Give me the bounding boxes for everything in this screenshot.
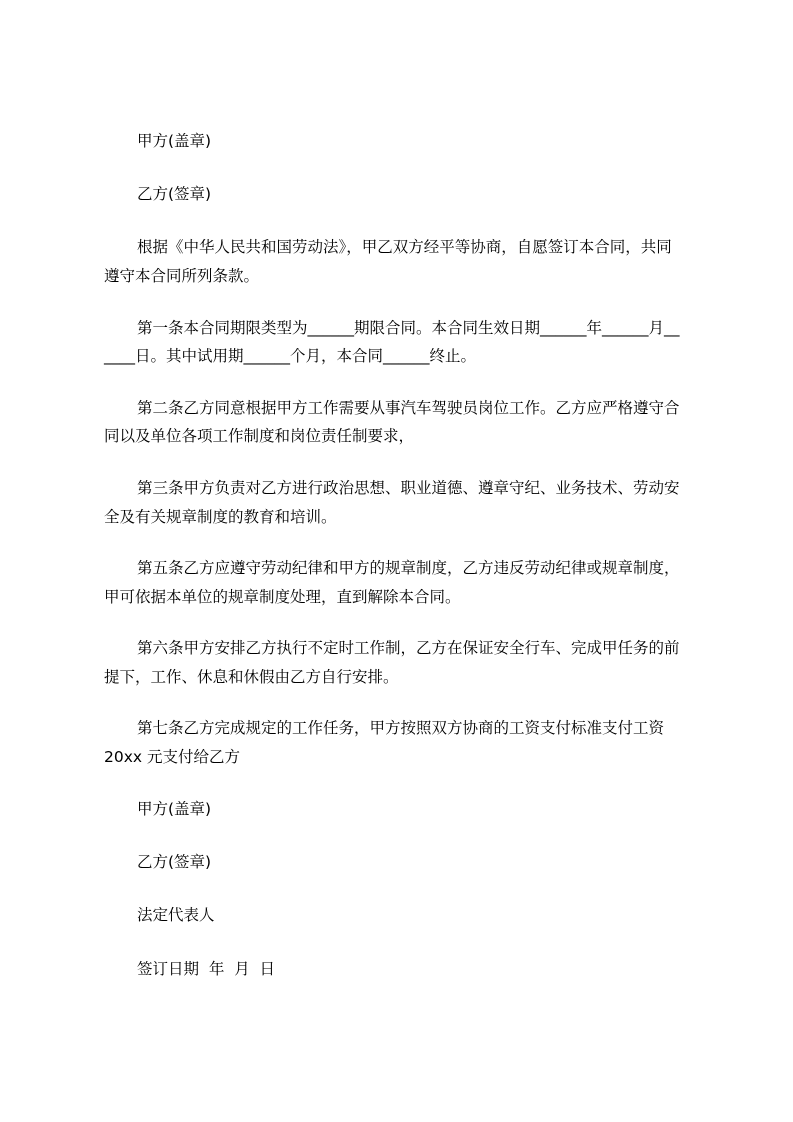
- preamble-line-2: 遵守本合同所列条款。: [104, 267, 260, 285]
- article-1-line-1: 第一条本合同期限类型为______期限合同。本合同生效日期______年______月__: [137, 319, 680, 337]
- article-7-line-2: 20xx 元支付给乙方: [104, 748, 240, 766]
- signing-date-label: 签订日期 年 月 日: [137, 960, 276, 978]
- preamble-line-1: [137, 237, 693, 257]
- article-3-line-1: 第三条甲方负责对乙方进行政治思想、职业道德、遵章守纪、业务技术、劳动安: [137, 479, 680, 497]
- party-a-stamp-label: 甲方(盖章): [137, 132, 212, 150]
- article-5-line-1: 第五条乙方应遵守劳动纪律和甲方的规章制度，乙方违反劳动纪律或规章制度，: [137, 559, 680, 577]
- article-5-line-2: 甲可依据本单位的规章制度处理，直到解除本合同。: [104, 588, 461, 606]
- party-b-sign-label-bottom: 乙方(签章): [137, 853, 212, 871]
- article-7-line-1: 第七条乙方完成规定的工作任务，甲方按照双方协商的工资支付标准支付工资: [137, 719, 665, 737]
- article-6-line-1: 第六条甲方安排乙方执行不定时工作制，乙方在保证安全行车、完成甲任务的前: [137, 639, 680, 657]
- party-a-stamp-label-bottom: 甲方(盖章): [137, 800, 212, 818]
- legal-representative-label: 法定代表人: [137, 906, 215, 924]
- article-6-line-2: 提下，工作、休息和休假由乙方自行安排。: [104, 668, 399, 686]
- article-2-line-1: 第二条乙方同意根据甲方工作需要从事汽车驾驶员岗位工作。乙方应严格遵守合: [137, 399, 680, 417]
- article-3-line-2: 全及有关规章制度的教育和培训。: [104, 508, 337, 526]
- article-1-line-2: ____日。其中试用期______个月，本合同______终止。: [104, 347, 477, 365]
- party-b-sign-label: 乙方(签章): [137, 185, 212, 203]
- article-2-line-2: 同以及单位各项工作制度和岗位责任制要求，: [104, 427, 415, 445]
- preamble-text-1: 根据《中华人民共和国劳动法》，甲乙双方经平等协商，自愿签订本合同，共同: [137, 238, 672, 256]
